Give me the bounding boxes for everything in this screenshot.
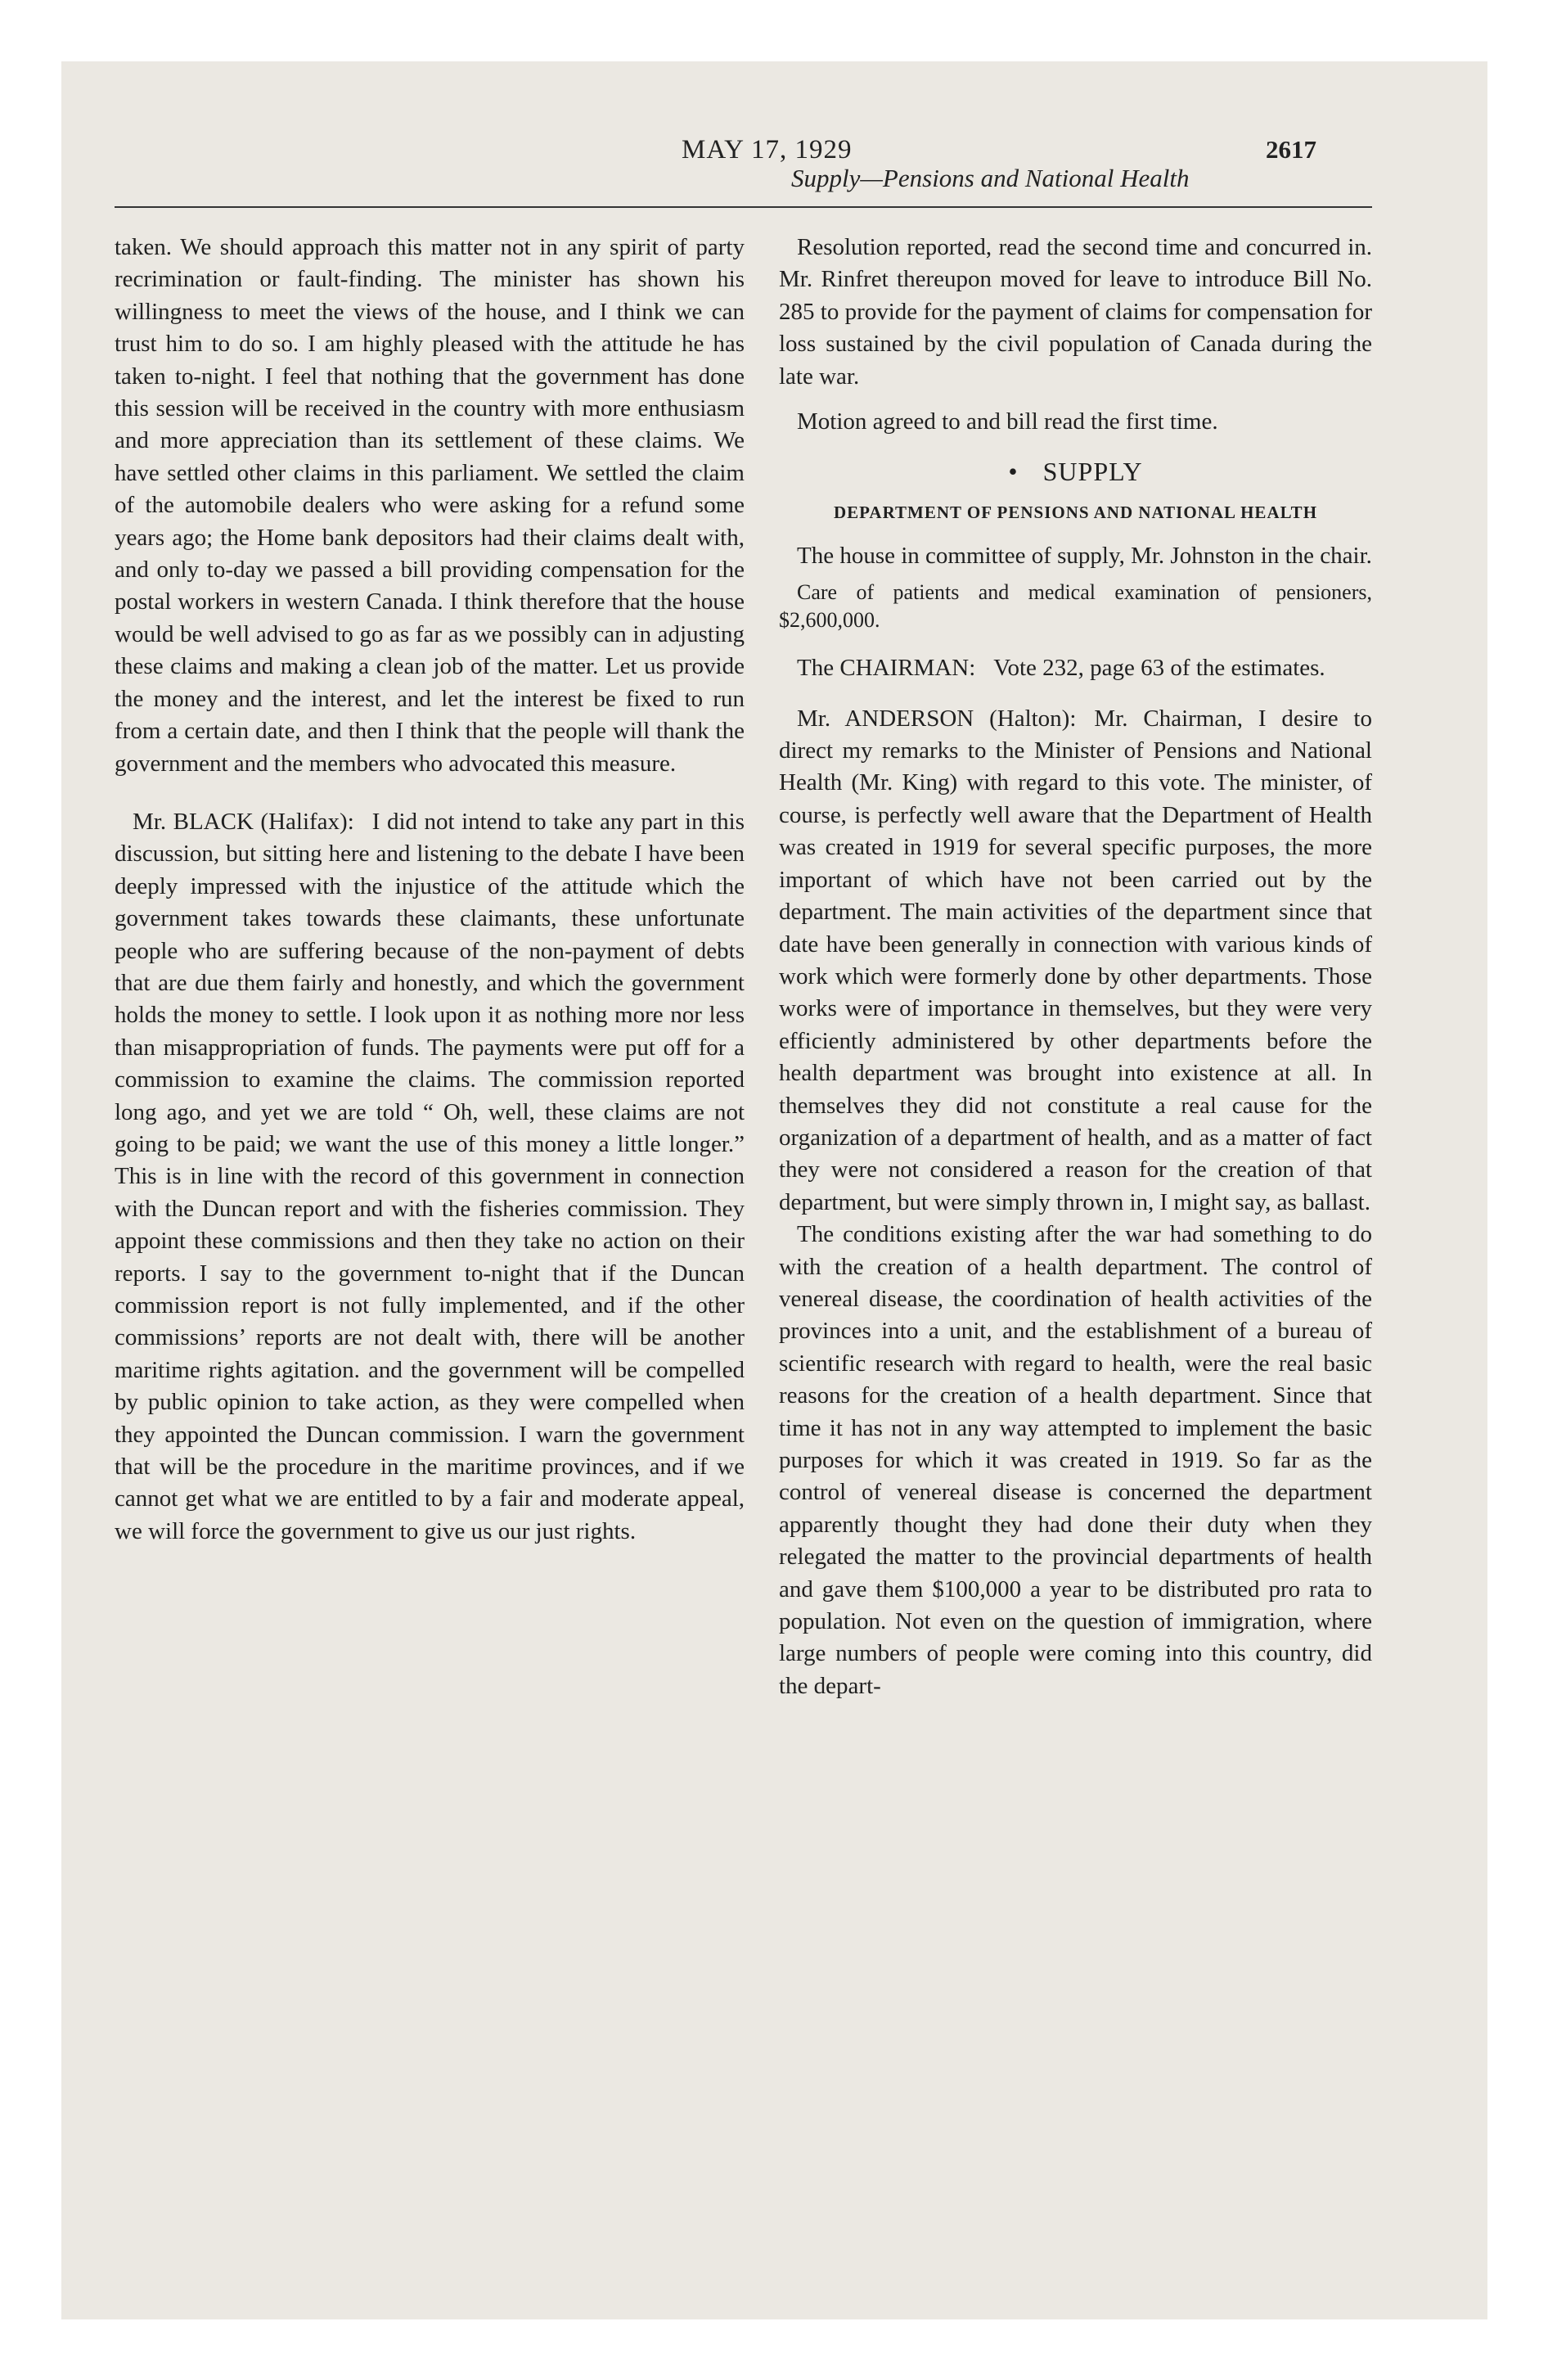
section-subheading: DEPARTMENT OF PENSIONS AND NATIONAL HEALTH xyxy=(833,502,1318,522)
page-header xyxy=(0,0,1548,221)
speech-text-anderson: Mr. Chairman, I desire to direct my remarks to the Minister of Pensions and National Health (Mr. King) with regard to this vote. The minister, of course, is perfectly well aware that the Department of Health was created in 1919 for several specific purposes, the more important of which have not been carried out by the department. The main activities of the department since that date have been generally in connection with various kinds of work which were formerly done by other departments. Those works were of importance in themselves, but they were very efficiently administered by other departments before the health department was brought into existence at all. In themselves they did not constitute a real cause for the organization of a department of health, and as a matter of fact they were not considered a reason for the creation of that department, but were simply thrown in, I might say, as ballast. xyxy=(779,705,1372,1215)
paragraph-black-speech xyxy=(115,806,745,1548)
section-heading xyxy=(779,456,1372,488)
header-date: MAY 17, 1929 xyxy=(682,135,853,165)
bullet-icon: • xyxy=(1008,457,1019,487)
speaker-chairman: The CHAIRMAN: xyxy=(797,655,976,682)
left-column xyxy=(115,232,745,1548)
header-rule xyxy=(115,206,1372,208)
paragraph-resolution: Resolution reported, read the second time and concurred in. Mr. Rinfret thereupon moved for leave to introduce Bill No. 285 to provide for the payment of claims for compensation for loss sustained by the civil population of Canada during the late war. xyxy=(779,234,1372,390)
page-number: 2617 xyxy=(1266,135,1316,164)
paragraph-committee: The house in committee of supply, Mr. Johnston in the chair. xyxy=(797,542,1372,569)
section-heading-text: SUPPLY xyxy=(1042,457,1143,487)
speech-text-chairman: Vote 232, page 63 of the estimates. xyxy=(993,655,1325,682)
paragraph-chairman xyxy=(779,652,1372,684)
paragraph-conditions: The conditions existing after the war had something to do with the creation of a health department. The control of venereal disease, the coordination of health activities of the provinces into a unit, and the establishment of a bureau of scientific research with regard to health, were the real basic reasons for the creation of a health department. Since that time it has not in any way attempted to implement the basic purposes for which it was created in 1919. So far as the control of venereal disease is concerned the department apparently thought they had done their duty when they relegated the matter to the provincial departments of health and gave them $100,000 a year to be distributed pro rata to population. Not even on the question of immigration, where large numbers of people were coming into this country, did the depart- xyxy=(779,1221,1372,1699)
speaker-anderson: Mr. ANDERSON (Halton): xyxy=(797,705,1077,732)
paragraph-motion: Motion agreed to and bill read the first time. xyxy=(797,408,1218,435)
right-column xyxy=(779,232,1372,1702)
paragraph-vote-item: Care of patients and medical examination of pensioners, $2,600,000. xyxy=(779,580,1372,633)
header-subject: Supply—Pensions and National Health xyxy=(791,164,1190,192)
speech-text-black: I did not intend to take any part in this discussion, but sitting here and listening to the debate I have been deeply impressed with the injustice of the attitude which the government takes towards these claimants, these unfortunate people who are suffering because of the non-payment of debts that are due them fairly and honestly, and which the government holds the money to settle. I look upon it as nothing more nor less than misappropriation of funds. The payments were put off for a commission to examine the claims. The commission reported long ago, and yet we are told “ Oh, well, these claims are not going to be paid; we want the use of this money a little longer.” This is in line with the record of this government in connection with the Duncan report and with the fisheries commission. They appoint these commissions and then they take no action on their reports. I say to the government to-night that if the Duncan commission report is not fully implemented, and if the other commissions’ reports are not dealt with, there will be another maritime rights agitation. and the government will be compelled by public opinion to take action, as they were compelled when they appointed the Duncan commission. I warn the government that will be the procedure in the maritime provinces, and if we cannot get what we are entitled to by a fair and moderate appeal, we will force the government to give us our just rights. xyxy=(115,808,745,1544)
speaker-black: Mr. BLACK (Halifax): xyxy=(133,808,354,835)
paragraph-anderson-speech xyxy=(779,703,1372,1219)
paragraph-continued: taken. We should approach this matter not in any spirit of party recrimination or fault-finding. The minister has shown his willingness to meet the views of the house, and I think we can trust him to do so. I am highly pleased with the attitude he has taken to-night. I feel that nothing that the government has done this session will be received in the country with more enthusiasm and more appreciation than its settlement of these claims. We have settled other claims in this parliament. We settled the claim of the automobile dealers who were asking for a refund some years ago; the Home bank depositors had their claims dealt with, and only to-day we passed a bill providing compensation for the postal workers in western Canada. I think therefore that the house would be well advised to go as far as we possibly can in adjusting these claims and making a clean job of the matter. Let us provide the money and the interest, and let the interest be fixed to run from a certain date, and then I think that the people will thank the government and the members who advocated this measure. xyxy=(115,234,745,777)
